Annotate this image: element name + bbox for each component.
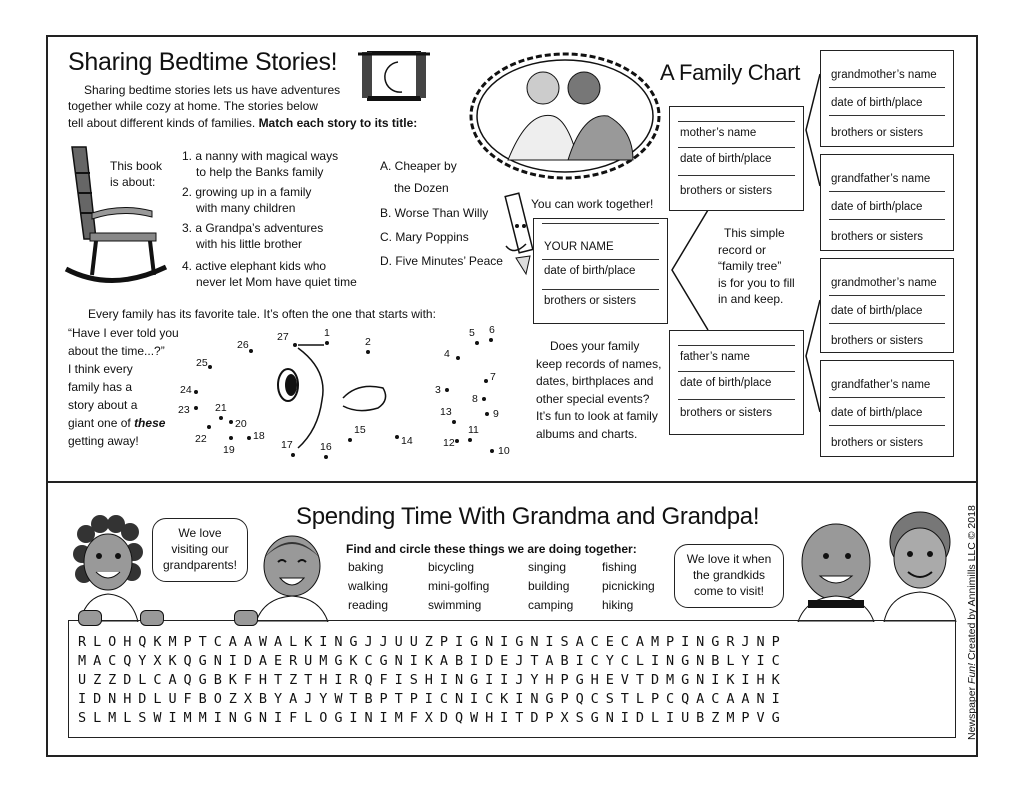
dot-point (482, 397, 486, 401)
dot-point (324, 455, 328, 459)
hand-icon (78, 610, 102, 626)
dot-point (325, 341, 329, 345)
dot-number: 8 (472, 393, 478, 405)
dot-number: 7 (490, 371, 496, 383)
family-records-text: Does your family keep records of names, dates, birthplaces and other special events? It’s fun to look at family albums and charts. (536, 339, 662, 441)
description-1: 1. a nanny with magical ways to help the Banks family (182, 149, 339, 179)
dot-number: 24 (180, 384, 192, 396)
dot-number: 25 (196, 357, 208, 369)
dot-number: 10 (498, 445, 510, 457)
word-search-row[interactable]: SLMLSWIMMINGNIFLOGINIMFXDQWHITDPXSGNIDLIUBZMPVG (78, 710, 787, 726)
dot-point (229, 436, 233, 440)
dot-point (468, 438, 472, 442)
story-title: Sharing Bedtime Stories! (68, 48, 338, 76)
dot-point (484, 379, 488, 383)
dot-point (219, 416, 223, 420)
title-a-line2: the Dozen (394, 181, 449, 195)
dot-number: 26 (237, 339, 249, 351)
word-search-row[interactable]: MACQYXKQGNIDAERUMGKCGNIKABIDEJTABICYCLINGNBLYIC (78, 653, 787, 669)
tale-intro: Every family has its favorite tale. It’s often the one that starts with: (88, 307, 436, 321)
title-c: C. Mary Poppins (380, 230, 469, 244)
dot-point (490, 449, 494, 453)
section-divider (46, 481, 978, 483)
grandfather-box-1[interactable]: grandfather’s name date of birth/place brothers or sisters (820, 154, 954, 251)
description-2: 2. growing up in a family with many children (182, 185, 312, 215)
description-3: 3. a Grandpa’s adventures with his little brother (182, 221, 324, 251)
dot-number: 15 (354, 424, 366, 436)
dot-number: 18 (253, 430, 265, 442)
dot-number: 23 (178, 404, 190, 416)
hand-icon (140, 610, 164, 626)
grand-title: Spending Time With Grandma and Grandpa! (296, 503, 760, 530)
dot-number: 14 (401, 435, 413, 447)
story-intro-1: Sharing bedtime stories lets us have adventures (84, 83, 341, 97)
dot-point (247, 436, 251, 440)
father-box[interactable]: father’s name date of birth/place brothers or sisters (669, 330, 804, 435)
find-instructions: Find and circle these things we are doing together: (346, 542, 637, 556)
grandfather-box-2[interactable]: grandfather’s name date of birth/place brothers or sisters (820, 360, 954, 457)
dot-number: 27 (277, 331, 289, 343)
dot-point (395, 435, 399, 439)
dot-point (485, 412, 489, 416)
dot-number: 13 (440, 406, 452, 418)
girl-illustration (66, 514, 156, 622)
dot-point (455, 439, 459, 443)
grandma-illustration (880, 502, 960, 622)
hand-icon (234, 610, 258, 626)
moon-window-icon (358, 50, 430, 102)
title-d: D. Five Minutes’ Peace (380, 254, 503, 268)
dot-number: 9 (493, 408, 499, 420)
dot-point (452, 420, 456, 424)
dot-point (456, 356, 460, 360)
dot-point (366, 350, 370, 354)
your-name-box[interactable] (533, 218, 668, 324)
dot-number: 2 (365, 336, 371, 348)
grandpa-illustration (790, 516, 890, 622)
grandmother-box-2[interactable]: grandmother’s name date of birth/place brothers or sisters (820, 258, 954, 353)
mother-box[interactable]: mother’s name date of birth/place brothers or sisters (669, 106, 804, 211)
dot-point (445, 388, 449, 392)
dot-point (293, 343, 297, 347)
grandmother-box-1[interactable]: grandmother’s name date of birth/place brothers or sisters (820, 50, 954, 147)
dot-number: 11 (468, 424, 479, 436)
your-name-label: YOUR NAME (544, 241, 614, 253)
dot-number: 4 (444, 348, 450, 360)
word-search-row[interactable]: RLOHQKMPTCAAWALKINGJJUUZPIGNIGNISACECAMPINGRJNP (78, 634, 787, 650)
family-tree-note: This simple record or “family tree” is for you to fill in and keep. (718, 226, 795, 306)
dot-point (194, 406, 198, 410)
book-label-1: This book (110, 159, 163, 173)
dot-point (475, 341, 479, 345)
dot-number: 1 (324, 327, 330, 339)
dot-point (194, 390, 198, 394)
title-b: B. Worse Than Willy (380, 206, 489, 220)
dot-number: 20 (235, 418, 247, 430)
dot-number: 6 (489, 324, 495, 336)
your-siblings-label: brothers or sisters (544, 295, 637, 307)
fish-drawing (268, 340, 398, 450)
tale-text: “Have I ever told you about the time...?” I think every family has a story about a giant one of these getting away! (68, 326, 179, 448)
you-parents-connector (668, 200, 712, 340)
story-intro-2: together while cozy at home. The stories below (68, 99, 318, 113)
boy-illustration (250, 530, 334, 622)
dot-number: 22 (195, 433, 207, 445)
bubble-right: We love it when the grandkids come to visit! (674, 544, 784, 608)
credit-text: Newspaper Fun! Created by Annimills LLC © 2018 (966, 505, 978, 740)
bubble-left: We love visiting our grandparents! (152, 518, 248, 582)
story-intro-3: tell about different kinds of families. Match each story to its title: (68, 116, 418, 130)
dot-point (207, 425, 211, 429)
dot-number: 19 (223, 444, 235, 456)
description-4: 4. active elephant kids who never let Mom have quiet time (182, 259, 357, 289)
word-search-row[interactable]: IDNHDLUFBOZXBYAJYWTBPTPICNICKINGPQCSTLPCQACAANI (78, 691, 787, 707)
dot-number: 16 (320, 441, 332, 453)
book-label-2: is about: (110, 175, 156, 189)
work-together-text: You can work together! (531, 197, 654, 211)
dot-number: 12 (443, 437, 455, 449)
dot-number: 17 (281, 439, 293, 451)
dot-point (249, 349, 253, 353)
word-list: baking bicycling singing fishing walking mini-golfing building picnicking reading swimming camping hiking (348, 560, 655, 612)
dot-number: 21 (215, 402, 227, 414)
family-chart-title: A Family Chart (660, 60, 801, 85)
grandparents-portrait (468, 50, 662, 182)
dot-point (291, 453, 295, 457)
word-search-row[interactable]: UZZDLCAQGBKFHTZTHIRQFISHINGIIJYHPGHEVTDMGNIKIHK (78, 672, 787, 688)
dot-number: 3 (435, 384, 441, 396)
dot-point (229, 420, 233, 424)
dot-point (489, 338, 493, 342)
dot-point (208, 365, 212, 369)
title-a-line1: A. Cheaper by (380, 159, 457, 173)
your-dob-label: date of birth/place (544, 265, 636, 277)
dot-number: 5 (469, 327, 475, 339)
dot-point (348, 438, 352, 442)
